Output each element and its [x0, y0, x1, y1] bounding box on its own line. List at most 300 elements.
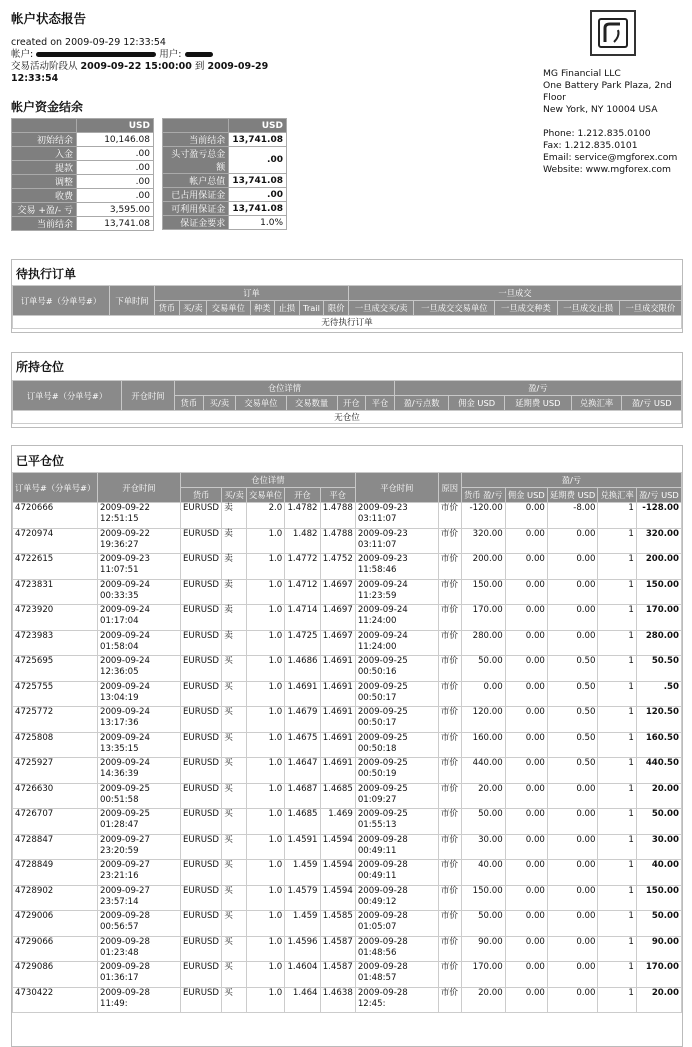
sub-header: 兑换汇率 [571, 396, 622, 411]
cell-cur: EURUSD [181, 630, 222, 656]
cell-o: 1.4782 [285, 503, 320, 529]
cell-comm: 0.00 [505, 656, 547, 682]
cell-pl: 320.00 [636, 528, 681, 554]
cell-open: 2009-09-22 19:36:27 [98, 528, 181, 554]
cell-o: 1.4579 [285, 885, 320, 911]
cell-open: 2009-09-25 00:51:58 [98, 783, 181, 809]
cell-open: 2009-09-24 01:58:04 [98, 630, 181, 656]
cell-rate: 1 [598, 783, 636, 809]
cell-id: 4723983 [13, 630, 98, 656]
funds-row [12, 217, 154, 231]
cell-rate: 1 [598, 554, 636, 580]
cell-reason: 市价 [438, 860, 461, 886]
cell-roll: 0.00 [547, 809, 598, 835]
cell-comm: 0.00 [505, 783, 547, 809]
cell-reason: 市价 [438, 656, 461, 682]
cell-roll: 0.00 [547, 962, 598, 988]
table-row [13, 732, 682, 758]
cell-close: 2009-09-25 01:55:13 [355, 809, 438, 835]
cell-side: 卖 [222, 579, 247, 605]
period-from: 2009-09-22 15:00:00 [80, 61, 192, 72]
funds-value: 10,146.08 [77, 133, 154, 147]
cell-close: 2009-09-28 00:49:12 [355, 885, 438, 911]
funds-value: .00 [77, 175, 154, 189]
funds-label: 调整 [12, 175, 77, 189]
cell-comm: 0.00 [505, 936, 547, 962]
cell-c: 1.4752 [320, 554, 355, 580]
cell-comm: 0.00 [505, 528, 547, 554]
company-phone: Phone: 1.212.835.0100 [543, 128, 651, 139]
cell-open: 2009-09-27 23:21:16 [98, 860, 181, 886]
cell-pl: 50.00 [636, 809, 681, 835]
cell-c: 1.4691 [320, 732, 355, 758]
sub-header: 一旦成交买/卖 [349, 301, 414, 316]
funds-value: 3,595.00 [77, 203, 154, 217]
table-row [13, 554, 682, 580]
cell-roll: 0.00 [547, 834, 598, 860]
cell-rate: 1 [598, 885, 636, 911]
funds-label: 保证金要求 [163, 216, 229, 230]
cell-roll: 0.50 [547, 732, 598, 758]
sub-header: 交易单位 [246, 488, 284, 503]
cell-reason: 市价 [438, 528, 461, 554]
open-empty: 无仓位 [13, 411, 682, 424]
company-email[interactable]: Email: service@mgforex.com [543, 152, 678, 163]
sub-header: 延期费 USD [505, 396, 572, 411]
cell-comm: 0.00 [505, 987, 547, 1013]
cell-side: 卖 [222, 630, 247, 656]
sub-header: 止损 [275, 301, 300, 316]
funds-table-left [11, 118, 154, 231]
open-positions-panel [11, 352, 683, 428]
sub-header: 交易单位 [207, 301, 250, 316]
open-table [12, 380, 682, 424]
cell-reason: 市价 [438, 911, 461, 937]
cell-reason: 市价 [438, 503, 461, 529]
funds-value: 13,741.08 [229, 174, 287, 188]
funds-table-right [162, 118, 287, 230]
sub-header: 一旦成交限价 [619, 301, 681, 316]
cell-close: 2009-09-28 01:05:07 [355, 911, 438, 937]
cell-reason: 市价 [438, 554, 461, 580]
col-time: 开仓时间 [122, 381, 175, 411]
cell-pl: 150.00 [636, 885, 681, 911]
cell-roll: 0.00 [547, 987, 598, 1013]
cell-rate: 1 [598, 681, 636, 707]
cell-side: 买 [222, 681, 247, 707]
cell-reason: 市价 [438, 707, 461, 733]
currency-header: USD [77, 119, 154, 133]
cell-c: 1.4587 [320, 936, 355, 962]
cell-c: 1.4691 [320, 707, 355, 733]
redacted-user [185, 52, 213, 57]
account-line [11, 49, 311, 61]
cell-close: 2009-09-23 03:11:07 [355, 528, 438, 554]
cell-roll: 0.00 [547, 860, 598, 886]
cell-rate: 1 [598, 579, 636, 605]
cell-units: 1.0 [246, 579, 284, 605]
cell-id: 4725755 [13, 681, 98, 707]
cell-open: 2009-09-28 00:56:57 [98, 911, 181, 937]
cell-roll: -8.00 [547, 503, 598, 529]
cell-reason: 市价 [438, 809, 461, 835]
cell-cur: EURUSD [181, 936, 222, 962]
sub-header: 兑换汇率 [598, 488, 636, 503]
cell-plc: 50.00 [461, 809, 505, 835]
funds-label: 收费 [12, 189, 77, 203]
cell-close: 2009-09-25 00:50:17 [355, 707, 438, 733]
cell-open: 2009-09-24 01:17:04 [98, 605, 181, 631]
cell-units: 1.0 [246, 528, 284, 554]
cell-units: 1.0 [246, 681, 284, 707]
table-row [13, 783, 682, 809]
cell-o: 1.4725 [285, 630, 320, 656]
funds-value: .00 [77, 189, 154, 203]
cell-plc: 20.00 [461, 987, 505, 1013]
cell-pl: 50.50 [636, 656, 681, 682]
group-pl: 盈/亏 [394, 381, 681, 396]
cell-reason: 市价 [438, 834, 461, 860]
cell-rate: 1 [598, 528, 636, 554]
company-address1: One Battery Park Plaza, 2nd Floor [543, 80, 672, 103]
cell-pl: 50.00 [636, 911, 681, 937]
cell-reason: 市价 [438, 630, 461, 656]
cell-comm: 0.00 [505, 707, 547, 733]
cell-rate: 1 [598, 656, 636, 682]
cell-o: 1.482 [285, 528, 320, 554]
cell-c: 1.4788 [320, 503, 355, 529]
cell-c: 1.4594 [320, 834, 355, 860]
cell-o: 1.4675 [285, 732, 320, 758]
funds-value: .00 [229, 188, 287, 202]
cell-roll: 0.50 [547, 656, 598, 682]
cell-rate: 1 [598, 936, 636, 962]
funds-label: 提款 [12, 161, 77, 175]
group-order: 订单 [155, 286, 349, 301]
cell-plc: 280.00 [461, 630, 505, 656]
cell-cur: EURUSD [181, 809, 222, 835]
cell-reason: 市价 [438, 936, 461, 962]
cell-close: 2009-09-25 00:50:16 [355, 656, 438, 682]
cell-id: 4720666 [13, 503, 98, 529]
table-row [13, 885, 682, 911]
cell-pl: 90.00 [636, 936, 681, 962]
funds-label: 帐户总值 [163, 174, 229, 188]
col-order: 订单号#（分单号#） [13, 286, 110, 316]
cell-c: 1.4691 [320, 681, 355, 707]
table-row [13, 579, 682, 605]
cell-comm: 0.00 [505, 554, 547, 580]
cell-c: 1.4691 [320, 758, 355, 784]
report-title: 帐户状态报告 [11, 11, 87, 26]
sub-header: 佣金 USD [505, 488, 547, 503]
cell-units: 1.0 [246, 707, 284, 733]
cell-close: 2009-09-23 11:58:46 [355, 554, 438, 580]
group-exec: 一旦成交 [349, 286, 682, 301]
funds-label: 交易 +盈/- 亏 [12, 203, 77, 217]
col-reason: 原因 [438, 473, 461, 503]
cell-close: 2009-09-28 00:49:11 [355, 834, 438, 860]
account-label: 帐户: [11, 49, 34, 60]
cell-cur: EURUSD [181, 656, 222, 682]
funds-row [163, 188, 287, 202]
cell-plc: 150.00 [461, 885, 505, 911]
cell-c: 1.4788 [320, 528, 355, 554]
period-to: 2009-09-29 12:33:54 [11, 61, 269, 84]
cell-open: 2009-09-23 11:07:51 [98, 554, 181, 580]
logo-mark [598, 18, 628, 48]
cell-pl: 200.00 [636, 554, 681, 580]
funds-value: .00 [229, 147, 287, 174]
cell-rate: 1 [598, 962, 636, 988]
group-detail: 仓位详情 [181, 473, 356, 488]
cell-o: 1.4686 [285, 656, 320, 682]
company-name: MG Financial LLC [543, 68, 621, 79]
cell-units: 1.0 [246, 732, 284, 758]
cell-open: 2009-09-24 13:04:19 [98, 681, 181, 707]
cell-side: 卖 [222, 503, 247, 529]
cell-close: 2009-09-25 00:50:19 [355, 758, 438, 784]
table-row [13, 707, 682, 733]
funds-row [12, 161, 154, 175]
cell-cur: EURUSD [181, 554, 222, 580]
cell-roll: 0.00 [547, 911, 598, 937]
sub-header: 平仓 [320, 488, 355, 503]
cell-pl: .50 [636, 681, 681, 707]
funds-value: 13,741.08 [229, 133, 287, 147]
funds-label: 初始结余 [12, 133, 77, 147]
cell-id: 4723831 [13, 579, 98, 605]
cell-cur: EURUSD [181, 783, 222, 809]
sub-header: 佣金 USD [449, 396, 505, 411]
cell-o: 1.4685 [285, 809, 320, 835]
pending-title: 待执行订单 [16, 267, 77, 281]
cell-open: 2009-09-24 12:36:05 [98, 656, 181, 682]
cell-units: 1.0 [246, 809, 284, 835]
funds-row [163, 174, 287, 188]
group-detail: 仓位详情 [175, 381, 395, 396]
cell-units: 1.0 [246, 783, 284, 809]
cell-cur: EURUSD [181, 758, 222, 784]
cell-plc: 200.00 [461, 554, 505, 580]
cell-c: 1.4697 [320, 630, 355, 656]
cell-open: 2009-09-22 12:51:15 [98, 503, 181, 529]
company-info [543, 68, 691, 176]
col-open-time: 开仓时间 [98, 473, 181, 503]
cell-units: 1.0 [246, 656, 284, 682]
cell-roll: 0.50 [547, 707, 598, 733]
cell-cur: EURUSD [181, 732, 222, 758]
cell-id: 4720974 [13, 528, 98, 554]
table-row [13, 809, 682, 835]
funds-row [163, 216, 287, 230]
cell-units: 2.0 [246, 503, 284, 529]
cell-id: 4729006 [13, 911, 98, 937]
funds-label: 当前结余 [12, 217, 77, 231]
cell-cur: EURUSD [181, 860, 222, 886]
cell-side: 买 [222, 911, 247, 937]
cell-c: 1.469 [320, 809, 355, 835]
pending-empty: 无待执行订单 [13, 316, 682, 329]
cell-close: 2009-09-28 12:45: [355, 987, 438, 1013]
cell-comm: 0.00 [505, 860, 547, 886]
cell-open: 2009-09-27 23:20:59 [98, 834, 181, 860]
cell-side: 买 [222, 656, 247, 682]
cell-roll: 0.00 [547, 885, 598, 911]
cell-plc: 160.00 [461, 732, 505, 758]
cell-pl: 20.00 [636, 783, 681, 809]
company-logo [590, 10, 636, 56]
cell-o: 1.4714 [285, 605, 320, 631]
cell-c: 1.4691 [320, 656, 355, 682]
open-title: 所持仓位 [16, 360, 65, 374]
cell-units: 1.0 [246, 605, 284, 631]
cell-id: 4728847 [13, 834, 98, 860]
cell-c: 1.4697 [320, 605, 355, 631]
cell-pl: 160.50 [636, 732, 681, 758]
funds-row [12, 189, 154, 203]
report-meta [11, 37, 311, 85]
cell-reason: 市价 [438, 885, 461, 911]
cell-close: 2009-09-23 03:11:07 [355, 503, 438, 529]
created-timestamp: created on 2009-09-29 12:33:54 [11, 37, 166, 48]
sub-header: 买/卖 [203, 396, 235, 411]
cell-plc: 50.00 [461, 656, 505, 682]
cell-id: 4725808 [13, 732, 98, 758]
col-order: 订单号#（分单号#） [13, 473, 98, 503]
funds-row [163, 202, 287, 216]
sub-header: 货币 [155, 301, 180, 316]
cell-open: 2009-09-24 14:36:39 [98, 758, 181, 784]
cell-id: 4729086 [13, 962, 98, 988]
funds-label: 可利用保证金 [163, 202, 229, 216]
cell-side: 买 [222, 834, 247, 860]
cell-reason: 市价 [438, 605, 461, 631]
cell-plc: 50.00 [461, 911, 505, 937]
cell-side: 买 [222, 707, 247, 733]
cell-cur: EURUSD [181, 885, 222, 911]
period-line: 交易活动阶段从 2009-09-22 15:00:00 到 2009-09-29 12:33:54 [11, 61, 269, 84]
table-row [13, 528, 682, 554]
cell-side: 买 [222, 962, 247, 988]
funds-section [11, 98, 83, 115]
sub-header: 一旦成交止损 [557, 301, 619, 316]
cell-cur: EURUSD [181, 605, 222, 631]
cell-close: 2009-09-28 01:48:56 [355, 936, 438, 962]
cell-rate: 1 [598, 605, 636, 631]
funds-row [12, 133, 154, 147]
cell-roll: 0.00 [547, 528, 598, 554]
cell-pl: 30.00 [636, 834, 681, 860]
sub-header: 限价 [324, 301, 349, 316]
cell-pl: 150.00 [636, 579, 681, 605]
funds-value: .00 [77, 147, 154, 161]
funds-label: 头寸盈亏总金额 [163, 147, 229, 174]
cell-reason: 市价 [438, 987, 461, 1013]
pending-table [12, 285, 682, 329]
cell-open: 2009-09-24 00:33:35 [98, 579, 181, 605]
sub-header: 开仓 [337, 396, 366, 411]
cell-side: 买 [222, 936, 247, 962]
sub-header: 买/卖 [179, 301, 207, 316]
cell-cur: EURUSD [181, 579, 222, 605]
cell-open: 2009-09-28 01:23:48 [98, 936, 181, 962]
funds-row [163, 133, 287, 147]
cell-close: 2009-09-28 01:48:57 [355, 962, 438, 988]
cell-cur: EURUSD [181, 528, 222, 554]
cell-roll: 0.00 [547, 630, 598, 656]
cell-roll: 0.00 [547, 579, 598, 605]
cell-reason: 市价 [438, 962, 461, 988]
table-row [13, 962, 682, 988]
pending-orders-panel [11, 259, 683, 333]
sub-header: 买/卖 [222, 488, 247, 503]
cell-rate: 1 [598, 732, 636, 758]
cell-reason: 市价 [438, 732, 461, 758]
cell-close: 2009-09-24 11:24:00 [355, 630, 438, 656]
company-website[interactable]: Website: www.mgforex.com [543, 164, 671, 175]
cell-units: 1.0 [246, 936, 284, 962]
cell-id: 4728849 [13, 860, 98, 886]
cell-reason: 市价 [438, 783, 461, 809]
funds-row [12, 147, 154, 161]
cell-open: 2009-09-24 13:35:15 [98, 732, 181, 758]
funds-value: 1.0% [229, 216, 287, 230]
cell-rate: 1 [598, 503, 636, 529]
cell-close: 2009-09-24 11:23:59 [355, 579, 438, 605]
cell-roll: 0.50 [547, 758, 598, 784]
cell-open: 2009-09-24 13:17:36 [98, 707, 181, 733]
cell-rate: 1 [598, 758, 636, 784]
table-row [13, 630, 682, 656]
closed-table [12, 472, 682, 1013]
cell-plc: 440.00 [461, 758, 505, 784]
cell-o: 1.459 [285, 911, 320, 937]
cell-comm: 0.00 [505, 681, 547, 707]
cell-o: 1.4712 [285, 579, 320, 605]
cell-plc: 90.00 [461, 936, 505, 962]
cell-open: 2009-09-28 01:36:17 [98, 962, 181, 988]
cell-rate: 1 [598, 911, 636, 937]
cell-units: 1.0 [246, 987, 284, 1013]
cell-close: 2009-09-24 11:24:00 [355, 605, 438, 631]
cell-rate: 1 [598, 860, 636, 886]
table-row [13, 911, 682, 937]
cell-comm: 0.00 [505, 885, 547, 911]
cell-open: 2009-09-27 23:57:14 [98, 885, 181, 911]
cell-cur: EURUSD [181, 707, 222, 733]
sub-header: 一旦成交种类 [495, 301, 557, 316]
closed-title: 已平仓位 [16, 454, 65, 468]
cell-roll: 0.00 [547, 605, 598, 631]
funds-value: .00 [77, 161, 154, 175]
funds-row [12, 203, 154, 217]
cell-o: 1.4604 [285, 962, 320, 988]
user-label: 用户: [159, 49, 182, 60]
cell-id: 4725927 [13, 758, 98, 784]
table-row [13, 834, 682, 860]
cell-comm: 0.00 [505, 503, 547, 529]
sub-header: 平仓 [366, 396, 395, 411]
cell-cur: EURUSD [181, 681, 222, 707]
funds-label: 入金 [12, 147, 77, 161]
cell-units: 1.0 [246, 885, 284, 911]
cell-cur: EURUSD [181, 962, 222, 988]
cell-roll: 0.00 [547, 783, 598, 809]
table-row [13, 758, 682, 784]
cell-c: 1.4594 [320, 860, 355, 886]
cell-pl: -128.00 [636, 503, 681, 529]
